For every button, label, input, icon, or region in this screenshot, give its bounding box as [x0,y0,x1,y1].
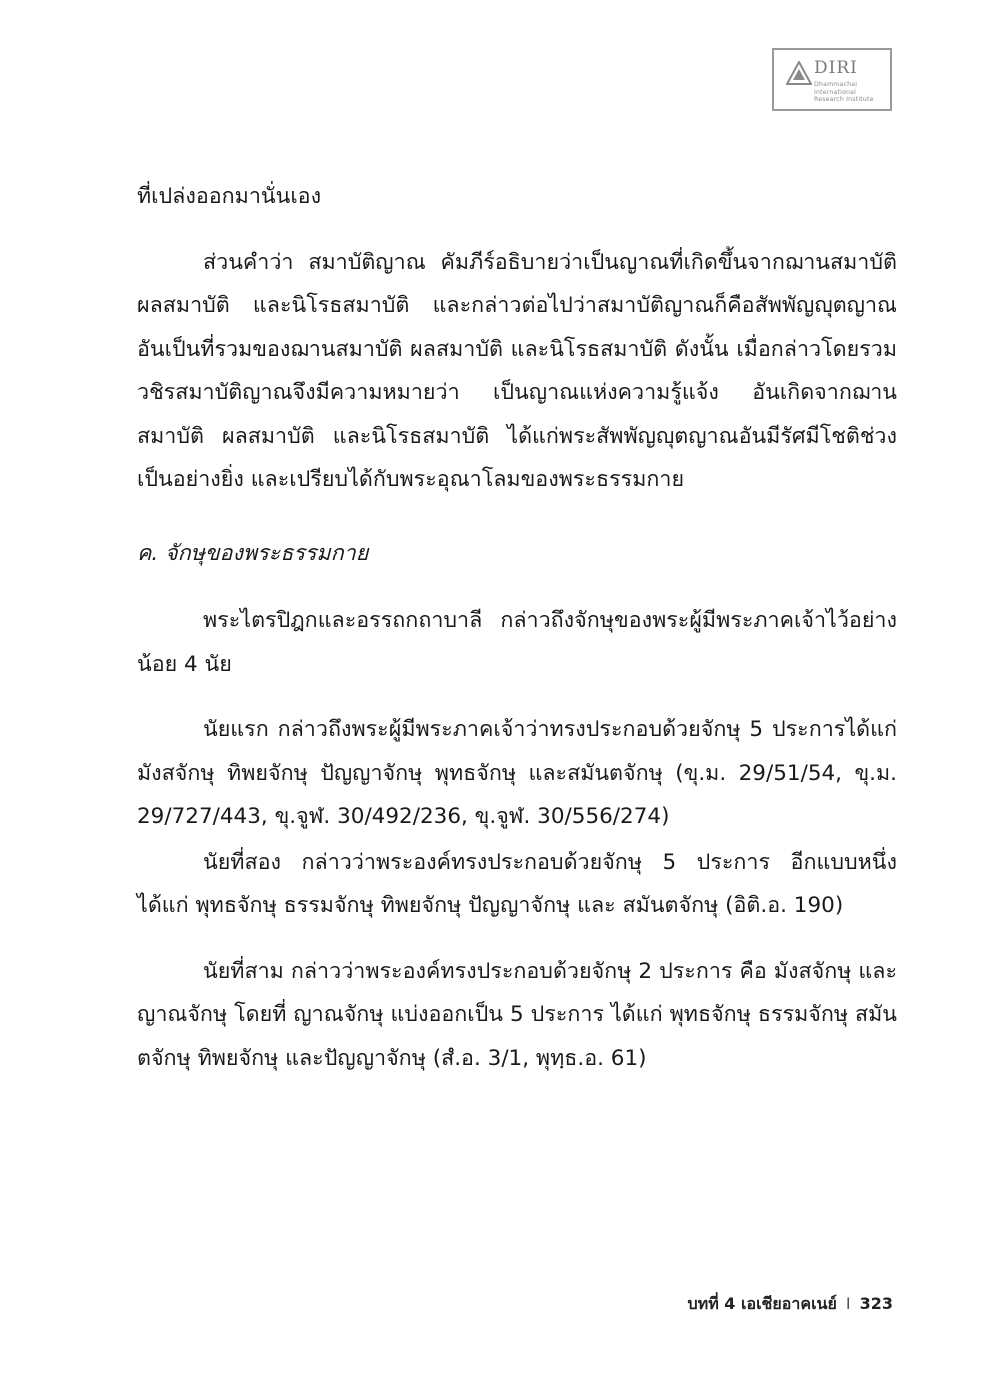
page-number: 323 [859,1294,893,1313]
paragraph-third-naya: นัยที่สาม กล่าวว่าพระองค์ทรงประกอบด้วยจักษุ 2 ประการ คือ มังสจักษุ และ ญาณจักษุ โดยที่ ญาณจักษุ แบ่งออกเป็น 5 ประการ ได้แก่ พุทธจักษุ ธรรมจักษุ สมันตจักษุ ทิพยจักษุ และปัญญาจักษุ (สํ.อ. 3/1, พุทฺธ.อ. 61) [137,958,897,1071]
page-footer [687,1292,893,1317]
diri-triangle-icon [786,61,812,85]
paragraph-first-naya: นัยแรก กล่าวถึงพระผู้มีพระภาคเจ้าว่าทรงประกอบด้วยจักษุ 5 ประการได้แก่ มังสจักษุ ทิพยจักษุ ปัญญาจักษุ พุทธจักษุ และสมันตจักษุ (ขุ.ม. 29/51/54, ขุ.ม. 29/727/443, ขุ.จูฬ. 30/492/236, ขุ.จูฬ. 30/556/274) [137,717,897,829]
paragraph-continuation: ที่เปล่งออกมานั่นเอง [137,184,322,209]
diri-logo [772,48,892,111]
logo-brand: DIRI [814,58,858,78]
logo-subtitle-line2: Research Institute [814,96,874,103]
section-heading: ค. จักษุของพระธรรมกาย [137,540,369,566]
paragraph-samapatti-nana: ส่วนคำว่า สมาบัติญาณ คัมภีร์อธิบายว่าเป็นญาณที่เกิดขึ้นจากฌานสมาบัติ ผลสมาบัติ และนิโรธสมาบัติ และกล่าวต่อไปว่าสมาบัติญาณก็คือสัพพัญญุตญาณ อันเป็นที่รวมของฌานสมาบัติ ผลสมาบัติ และนิโรธสมาบัติ ดังนั้น เมื่อกล่าวโดยรวม วชิรสมาบัติญาณจึงมีความหมายว่า เป็นญาณแห่งความรู้แจ้ง อันเกิดจากฌานสมาบัติ ผลสมาบัติ และนิโรธสมาบัติ ได้แก่พระสัพพัญญุตญาณอันมีรัศมีโชติช่วงเป็นอย่างยิ่ง และเปรียบได้กับพระอุณาโลมของพระธรรมกาย [137,249,897,492]
chapter-title: บทที่ 4 เอเชียอาคเนย์ [687,1294,837,1313]
page-body [137,175,897,1080]
paragraph-second-naya: นัยที่สอง กล่าวว่าพระองค์ทรงประกอบด้วยจักษุ 5 ประการ อีกแบบหนึ่ง ได้แก่ พุทธจักษุ ธรรมจักษุ ทิพยจักษุ ปัญญาจักษุ และ สมันตจักษุ (อิติ.อ. 190) [137,849,897,918]
footer-separator: I [845,1294,851,1313]
logo-subtitle [814,81,890,104]
paragraph-intro-cakkhu: พระไตรปิฎกและอรรถกถาบาลี กล่าวถึงจักษุของพระผู้มีพระภาคเจ้าไว้อย่างน้อย 4 นัย [137,608,897,677]
logo-subtitle-line1: Dhammachai International [814,81,858,96]
